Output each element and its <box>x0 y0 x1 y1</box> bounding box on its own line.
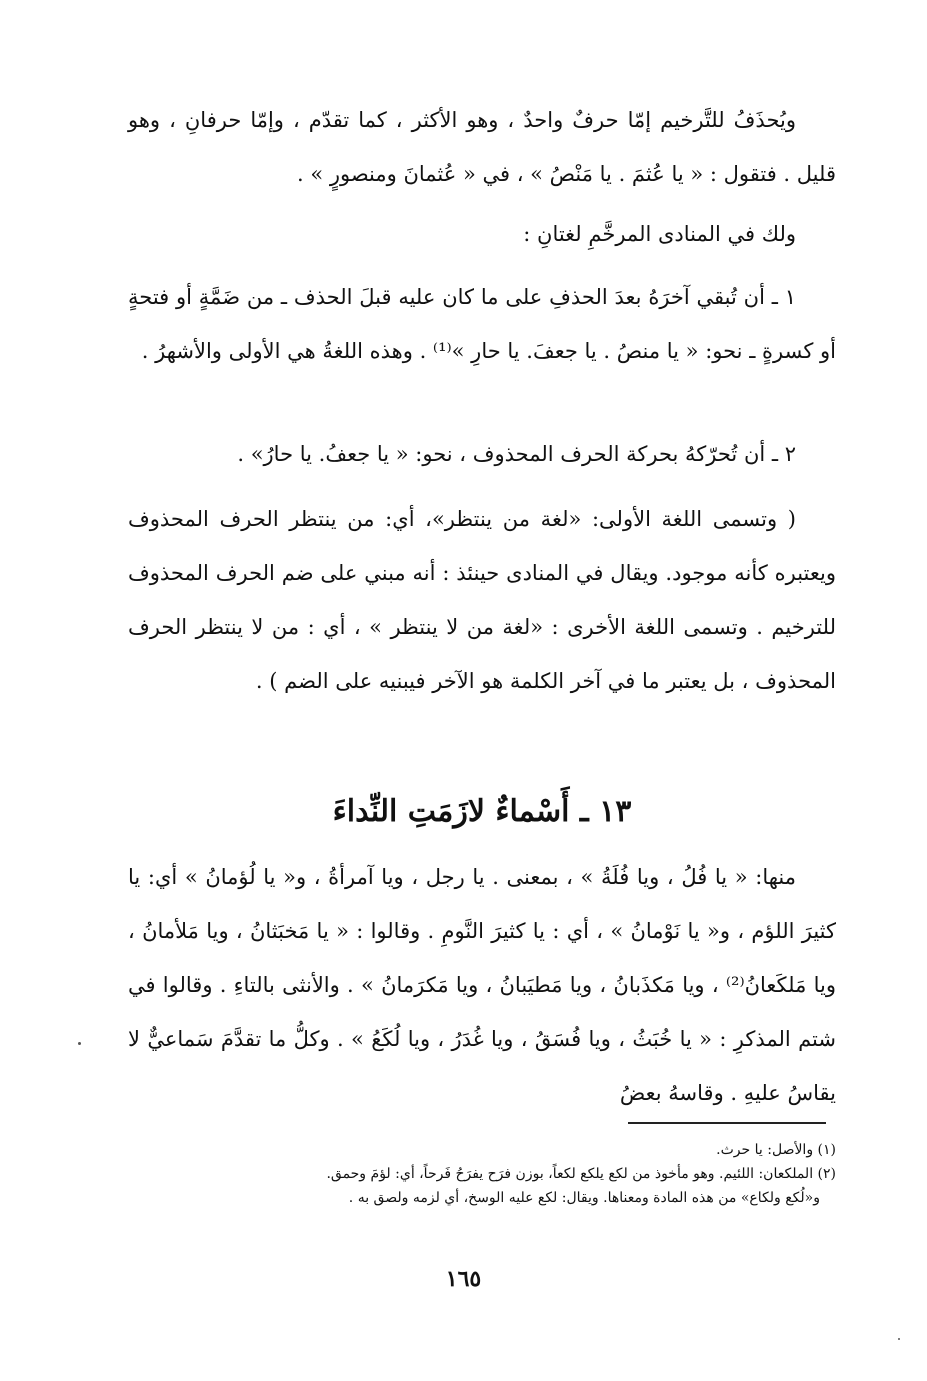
paragraph-dialect-names <box>128 492 836 708</box>
scan-speck <box>78 1042 81 1045</box>
footnote-divider <box>628 1122 826 1124</box>
footnotes <box>128 1138 836 1210</box>
footnote-2-continued: و«لُكع ولكاع» من هذه المادة ومعناها. ويقال: لكع عليه الوسخ، أي لزمه ولصق به . <box>348 1190 820 1206</box>
paragraph-two-dialects <box>128 207 836 261</box>
paragraph-text: ( وتسمى اللغة الأولى: «لغة من ينتظر»، أي: من ينتظر الحرف المحذوف ويعتبره كأنه موجود. ويقال في المنادى حينئذ : أنه مبني على ضم الحرف المحذوف للترخيم . وتسمى اللغة الأخرى : «لغة من لا ينتظر » ، أي : من لا ينتظر الحرف المحذوف ، بل يعتبر ما في آخر الكلمة هو الآخر فيبنيه على الضم ) . <box>128 507 836 693</box>
paragraph-tarkhim-deletion <box>128 93 836 201</box>
section-heading: ١٣ ـ أَسْماءٌ لازَمَتِ النِّداءَ <box>332 794 632 829</box>
paragraph-text: ويُحذَفُ للتَّرخيم إمّا حرفٌ واحدٌ ، وهو الأكثر ، كما تقدّم ، وإمّا حرفانِ ، وهو قليل . فتقول : « يا عُثمَ . يا مَنْصُ » ، في « عُثمانَ ومنصورٍ » . <box>128 108 836 186</box>
paragraph-text: منها: « يا فُلُ ، ويا فُلَةُ » ، بمعنى . يا رجل ، ويا آمرأةُ ، و« يا لُؤمانُ » أي: يا كثيرَ اللؤم ، و« يا نَوْمانُ » ، أي : يا كثيرَ النَّومِ . وقالوا : « يا مَخبَثانُ ، ويا مَلأمانُ ، ويا مَلكَعانُ⁽²⁾ ، ويا مَكذَبانُ ، ويا مَطيَبانُ ، ويا مَكرَمانُ » . والأنثى بالتاءِ . وقالوا في شتم المذكرِ : « يا خُبَثُ ، ويا فُسَقُ ، ويا غُدَرُ ، ويا لُكَعُ » . وكلُّ ما تقدَّمَ سَماعيٌّ لا يقاسُ عليهِ . وقاسهُ بعضُ <box>128 865 836 1105</box>
paragraph-text: ٢ ـ أن تُحرّكهُ بحركة الحرف المحذوف ، نحو: « يا جعفُ. يا حارُ» . <box>237 442 796 466</box>
paragraph-first-dialect <box>128 270 836 378</box>
scan-speck <box>898 1338 900 1340</box>
paragraph-text: ١ ـ أن تُبقي آخرَهُ بعدَ الحذفِ على ما كان عليه قبلَ الحذف ـ من ضَمَّةٍ أو فتحةٍ أو كسرةٍ ـ نحو: « يا منصُ . يا جعفَ. يا حارِ »⁽¹⁾ . وهذه اللغةُ هي الأولى والأشهرُ . <box>128 285 836 363</box>
footnote-1: (١) والأصل: يا حرث. <box>716 1142 836 1158</box>
footnote-2: (٢) الملكعان: اللئيم. وهو مأخوذ من لكع يلكع لكعاً، بوزن فرَح يفرَحُ فَرحاً، أي: لؤمَ وحمق. <box>326 1166 836 1182</box>
paragraph-second-dialect <box>128 427 836 481</box>
page-number: ١٦٥ <box>445 1266 482 1292</box>
paragraph-vocative-nouns <box>128 850 836 1120</box>
paragraph-text: ولك في المنادى المرخَّمِ لغتانِ : <box>523 222 796 246</box>
